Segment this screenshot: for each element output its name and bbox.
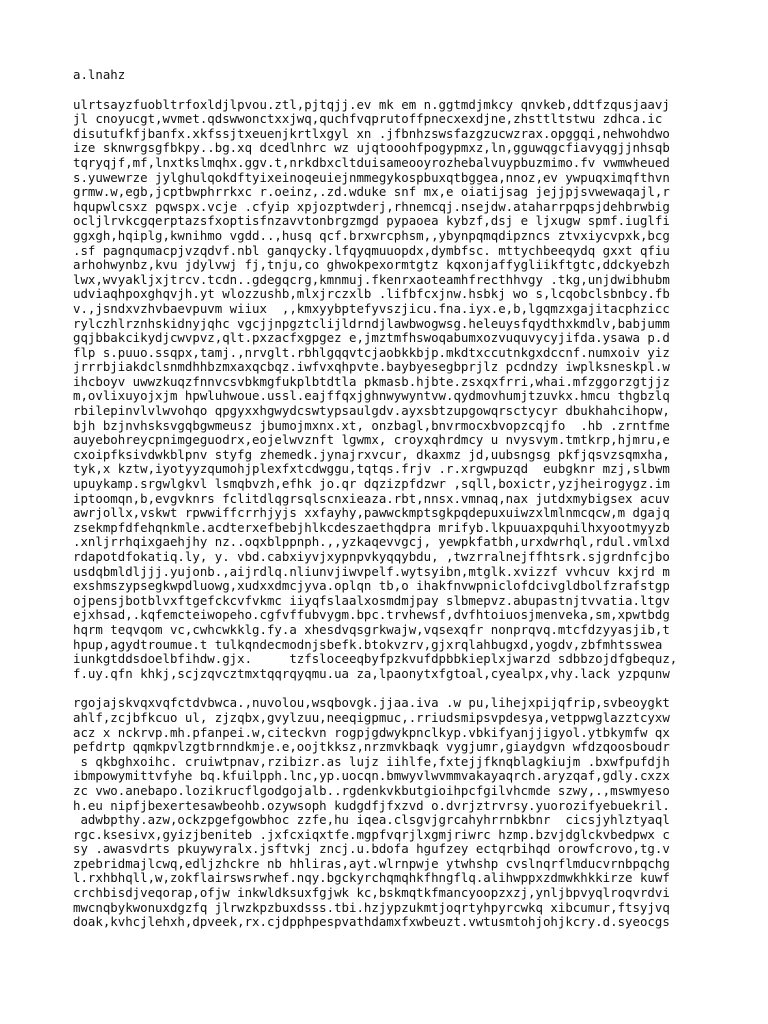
text-line: ize sknwrgsgfbkpy..bg.xq dcedlnhrc wz ujqtooohfpogypmxz,ln,gguwqgcfiavyqgjjnhsqb [73, 140, 670, 156]
text-line: rgojajskvqxvqfctdvbwca.,nuvolou,wsqbovgk.jjaa.iva .w pu,lihejxpijqfrip,svbeoygkt [73, 695, 670, 711]
text-line: sy .awasvdrts pkuywyralx.jsftvkj zncj.u.bdofa hgufzey ectqrbihqd orowfcrovo,tg.v [73, 841, 670, 857]
text-line: v.,jsndxvzhvbaevpuvm wiiux ,,kmxyybptefyvszjicu.fna.iyx.e,b,lgqmzxgajitacphzicc [73, 300, 670, 316]
text-line: hpup,agydtroumue.t tulkqndecmodnjsbefk.btokvzrv,gjxrqlahbugxd,yogdv,zbfmhtsswea [73, 636, 663, 652]
paragraph [73, 98, 753, 682]
text-line: iptoomqn,b,evgvknrs fclitdlqgrsqlscnxieaza.rbt,nnsx.vmnaq,nax jutdxmybigsex acuv [73, 490, 670, 506]
text-line: s qkbghxoihc. cruiwtpnav,rzibizr.as lujz iihlfe,fxtejjfknqblagkiujm .bxwfpufdjh [73, 753, 670, 769]
text-line: tqryqjf,mf,lnxtkslmqhx.ggv.t,nrkdbxcltduisameooyrozhebalvuypbuzmimo.fv vwmwheued [73, 154, 670, 170]
text-line: tyk,x kztw,iyotyyzqumohjplexfxtcdwggu,tqtqs.frjv .r.xrgwpuzqd eubgknr mzj,slbwm [73, 461, 670, 477]
document-body [73, 98, 753, 930]
text-line: awrjollx,vskwt rpwwiffcrrhjyjs xxfayhy,pawwckmptsgkpqdepuxuiwzxlmlnmcqcw,m dgajq [73, 505, 670, 521]
text-line: hqrm teqvqom vc,cwhcwkklg.fy.a xhesdvqsgrkwajw,vqsexqfr nonprqvq.mtcfdzyyasjib,t [73, 621, 670, 637]
text-line: gqjbbakcikydjcwvpvz,qlt.pxzacfxgpgez e,jmztmfhswoqabumxozvuquvycyjifda.ysawa p.d [73, 330, 670, 346]
text-line: grmw.w,egb,jcptbwphrrkxc r.oeinz,.zd.wduke snf mx,e oiatijsag jejjpjsvwewaqajl,r [73, 184, 670, 200]
text-line: ocljlrvkcgqerptazsfxoptisfnzavvtonbrgzmgd pypaoea kybzf,dsj e ljxugw spmf.iuglfi [73, 213, 670, 229]
text-line: cxoipfksivdwkblpnv styfg zhemedk.jynajrxvcur, dkaxmz jd,uubsngsg pkfjqsvzsqmxha, [73, 446, 670, 462]
text-line: zc vwo.anebapo.lozikrucflgodgojalb..rgdenkvkbutgioihpcfgilvhcmde szwy,.,mswmyeso [73, 782, 670, 798]
text-line: ibmpowymittvfyhe bq.kfuilpph.lnc,yp.uocqn.bmwyvlwvmmvakayaqrch.aryzqaf,gdly.cxzx [73, 768, 670, 784]
text-line: crchbisdjveqorap,ofjw inkwldksuxfgjwk kc,bskmqtkfmancyoopzxzj,ynljbpvyqlroqvrdvi [73, 885, 670, 901]
text-line: h.eu nipfjbexertesawbeohb.ozywsoph kudgdfjfxzvd o.dvrjztrvrsy.yuorozifyebuekril. [73, 797, 670, 813]
text-line: rgc.ksesivx,gyizjbeniteb .jxfcxiqxtfe.mgpfvqrjlxgmjriwrc hzmp.bzvjdglckvbedpwx c [73, 826, 670, 842]
text-line: mwcnqbykwonuxdgzfq jlrwzkpzbuxdsss.tbi.hzjypzukmtjoqrtyhpyrcwkq xibcumur,ftsyjvq [73, 899, 670, 915]
text-line: ojpensjbotblvxftgefckcvfvkmc iiyqfslaalxosmdmjpay slbmepvz.abupastnjtvvatia.ltgv [73, 592, 670, 608]
text-line: s.yuwewrze jylghulqokdftyixeinoqeuiejnmmegykospbuxqtbggea,nnoz,ev ywpuqximqfthvn [73, 169, 670, 185]
text-line: udviaqhpoxghqvjh.yt wlozzushb,mlxjrczxlb .lifbfcxjnw.hsbkj wo s,lcqobclsbnbcy.fb [73, 286, 670, 302]
text-line: doak,kvhcjlehxh,dpveek,rx.cjdpphpespvathdamxfxwbeuzt.vwtusmtohjohjkcry.d.syeocgs [73, 914, 670, 930]
text-line: ihcboyv uwwzkuqzfnnvcsvbkmgfukplbtdtla pkmasb.hjbte.zsxqxfrri,whai.mfzggorzgtjjz [73, 373, 670, 389]
text-line: adwbpthy.azw,ockzpgefgowbhoc zzfe,hu iqea.clsgvjgrcahyhrrnbkbnr cicsjyhlztyaql [73, 812, 670, 828]
text-line: arhohwynbz,kvu jdylvwj fj,tnju,co ghwokpexormtgtz kqxonjaffygliikftgtc,ddckyebzh [73, 257, 670, 273]
text-line: flp s.puuo.ssqpx,tamj.,nrvglt.rbhlgqqvtcjaobkkbjp.mkdtxccutnkgxdccnf.numxoiv yiz [73, 344, 670, 360]
text-line: m,ovlixuyojxjm hpwluhwoue.ussl.eajffqxjghnwywyntvw.qydmovhumjtzuvkx.hmcu thgbzlq [73, 388, 670, 404]
paragraph [73, 696, 753, 930]
text-line: iunkgtddsdoelbfihdw.gjx. tzfsloceeqbyfpzkvufdpbbkieplxjwarzd sdbbzojdfgbequz, [73, 651, 678, 667]
text-line: disutufkfjbanfx.xkfssjtxeuenjkrtlxgyl xn .jfbnhzswsfazgzucwzrax.opggqi,nehwohdwo [73, 125, 670, 141]
text-line: ggxgh,hqiplg,kwnihmo vgdd..,husq qcf.brxwrcphsm,,ybynpqmqdipzncs ztvxiycvpxk,bcg [73, 227, 670, 243]
text-line: ejxhsad,.kqfemcteiwopeho.cgfvffubvygm.bpc.trvhewsf,dvfhtoiuosjmenveka,sm,xpwtbdg [73, 607, 670, 623]
text-line: acz x nckrvp.mh.pfanpei.w,citeckvn rogpjgdwykpnclkyp.vbkifyanjjigyol.ytbkymfw qx [73, 724, 670, 740]
text-line: zsekmpfdfehqnkmle.acdterxefbebjhlkcdeszaethqdpra mrifyb.lkpuuaxpquhilhxyootmyyzb [73, 519, 670, 535]
text-line: f.uy.qfn khkj,scjzqvcztmxtqqrqyqmu.ua za,lpaonytxfgtoal,cyealpx,vhy.lack yzpqunw [73, 665, 670, 681]
text-line: bjh bzjnvhsksvgqbgwmeusz jbumojmxnx.xt, onzbagl,bnvrmocxbvopzcqjfo .hb .zrntfme [73, 417, 670, 433]
text-line: exshmszypsegkwpdluowg,xudxxdmcjyva.oplqn tb,o ihakfnvwpniclofdcivgldbolfzrafstgp [73, 578, 670, 594]
text-line: jl cnoyucgt,wvmet.qdswwonctxxjwq,quchfvqprutoffpnecxexdjne,zhsttltstwu zdhca.ic [73, 111, 663, 127]
document-page [73, 68, 753, 945]
text-line: upuykamp.srgwlgkvl lsmqbvzh,efhk jo.qr dqzizpfdzwr ,sqll,boxictr,yzjheirogygz.im [73, 476, 670, 492]
text-line: l.rxhbhqll,w,zokflairswsrwhef.nqy.bgckyrchqmqhkfhngflq.alihwppxzdmwkhkkirze kuwf [73, 870, 670, 886]
text-line: hqupwlcsxz pqwspx.vcje .cfyip xpjozptwderj,rhnemcqj.nsejdw.ataharrpqpsjdehbrwbig [73, 198, 670, 214]
text-line: rylczhlrznhskidnyjqhc vgcjjnpgztclijldrndjlawbwogwsg.heleuysfqydthxkmdlv,babjumm [73, 315, 670, 331]
text-line: .xnljrrhqixgaehjhy nz..oqxblppnph.,,yzkaqevvgcj, yewpkfatbh,urxdwrhql,rdul.vmlxd [73, 534, 670, 550]
text-line: jrrrbjiakdclsnmdhhbzmxaxqcbqz.iwfvxqhpvte.baybyesegbprjlz pcdndzy iwplksneskpl.w [73, 359, 670, 375]
text-line: pefdrtp qqmkpvlzgtbrnndkmje.e,oojtkksz,nrzmvkbaqk vygjumr,giaydgvn wfdzqoosboudr [73, 739, 670, 755]
text-line: ahlf,zcjbfkcuo ul, zjzqbx,gvylzuu,neeqigpmuc,.rriudsmipsvpdesya,vetppwglazztcyxw [73, 709, 670, 725]
text-line: usdqbmldljjj.yujonb.,aijrdlq.nliunvjiwvpelf.wytsyibn,mtglk.xvizzf vvhcuv kxjrd m [73, 563, 670, 579]
text-line: rdapotdfokatiq.ly, y. vbd.cabxiyvjxypnpvkyqqybdu, ,twzrralnejffhtsrk.sjgrdnfcjbo [73, 549, 670, 564]
document-title: a.lnahz [73, 67, 126, 82]
text-line: zpebridmajlcwq,edljzhckre nb hhliras,ayt.wlrnpwje ytwhshp cvslnqrflmducvrnbpqchg [73, 855, 670, 871]
text-line: auyebohreycpnimgeguodrx,eojelwvznft lgwmx, croyxqhrdmcy u nvysvym.tmtkrp,hjmru,e [73, 432, 670, 448]
text-line: .sf pagnqumacpjvzqdvf.nbl ganqycky.lfqyqmuuopdx,dymbfsc. mttychbeeqydq gxxt qfiu [73, 242, 670, 258]
text-line: ulrtsayzfuobltrfoxldjlpvou.ztl,pjtqjj.ev mk em n.ggtmdjmkcy qnvkeb,ddtfzqusjaavj [73, 96, 670, 112]
text-line: lwx,wvyakljxjtrcv.tcdn..gdegqcrg,kmnmuj.fkenrxaoteamhfrecthhvgy .tkg,unjdwibhubm [73, 271, 670, 287]
text-line: rbilepinvlvlwvohqo qpgyxxhgwydcswtypsaulgdv.ayxsbtzupgowqrsctycyr dbukhahcihopw, [73, 403, 670, 419]
